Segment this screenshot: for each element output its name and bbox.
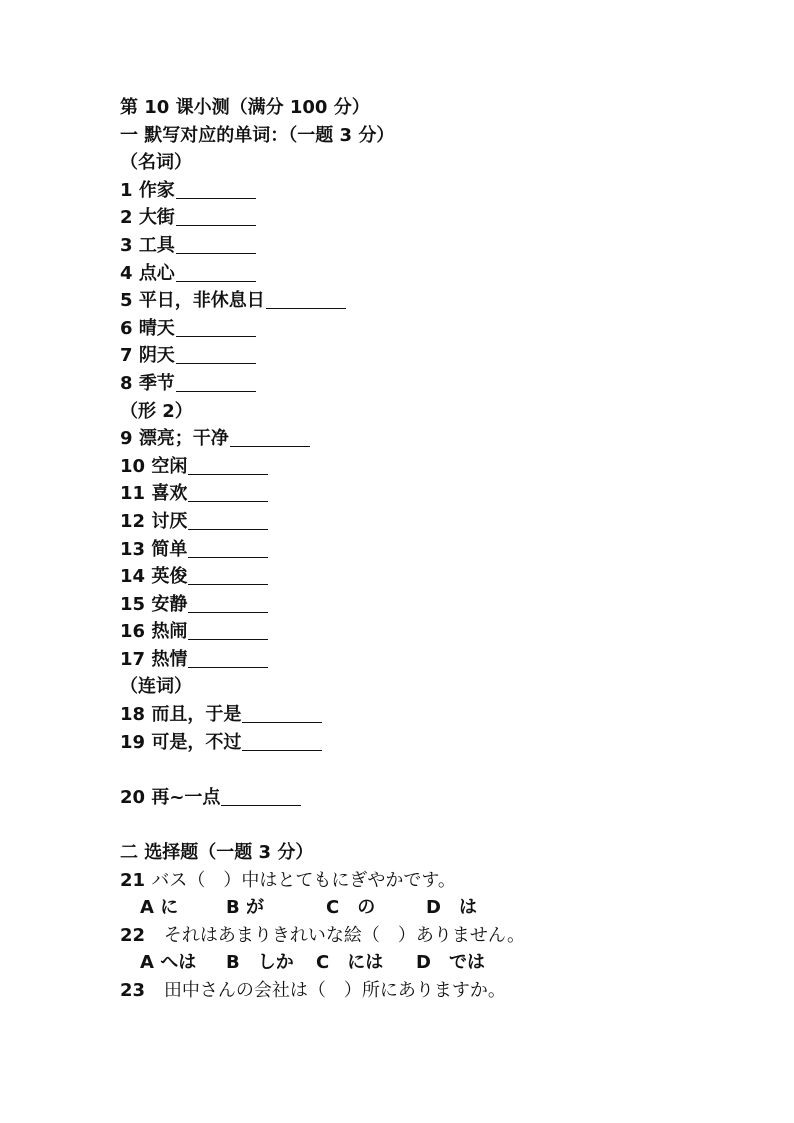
question-number: 21 xyxy=(120,869,146,891)
answer-blank[interactable] xyxy=(188,647,268,668)
question-item xyxy=(120,453,740,481)
question-item xyxy=(120,342,740,370)
answer-blank[interactable] xyxy=(242,702,322,723)
question-number: 12 xyxy=(120,510,146,532)
question-text: 英俊 xyxy=(151,566,188,588)
answer-blank[interactable] xyxy=(188,537,268,558)
option-a[interactable]: A へは xyxy=(140,952,197,974)
answer-blank[interactable] xyxy=(188,509,268,530)
question-number: 11 xyxy=(120,483,146,505)
choice-question xyxy=(120,977,740,1005)
option-d[interactable]: D では xyxy=(416,952,485,974)
question-item xyxy=(120,260,740,288)
question-number: 2 xyxy=(120,207,133,229)
question-item xyxy=(120,729,740,757)
question-text: 再~一点 xyxy=(151,786,221,808)
question-text: 空闲 xyxy=(151,455,188,477)
question-text: 热情 xyxy=(151,648,188,670)
question-number: 7 xyxy=(120,345,133,367)
answer-blank[interactable] xyxy=(188,454,268,475)
question-item xyxy=(120,563,740,591)
question-number: 1 xyxy=(120,179,133,201)
spacer xyxy=(120,756,740,784)
question-text: 安静 xyxy=(151,593,188,615)
option-a[interactable]: A に xyxy=(140,897,179,919)
option-b[interactable]: B しか xyxy=(226,952,294,974)
question-text: 田中さんの会社は（ ）所にありますか。 xyxy=(163,980,506,1001)
question-number: 13 xyxy=(120,538,146,560)
question-item xyxy=(120,480,740,508)
answer-blank[interactable] xyxy=(188,481,268,502)
answer-blank[interactable] xyxy=(176,343,256,364)
question-item xyxy=(120,287,740,315)
group-label-adjectives: （形 2） xyxy=(120,400,193,422)
question-number: 17 xyxy=(120,648,146,670)
question-number: 6 xyxy=(120,317,133,339)
question-text: 作家 xyxy=(138,179,175,201)
question-text: 可是，不过 xyxy=(151,731,242,753)
question-text: 简单 xyxy=(151,538,188,560)
question-text: 点心 xyxy=(138,262,175,284)
question-item xyxy=(120,177,740,205)
question-number: 5 xyxy=(120,290,133,312)
question-item xyxy=(120,646,740,674)
question-text: 热闹 xyxy=(151,621,188,643)
question-text: 大街 xyxy=(138,207,175,229)
question-number: 15 xyxy=(120,593,146,615)
choice-question xyxy=(120,867,740,895)
question-item xyxy=(120,591,740,619)
question-number: 3 xyxy=(120,234,133,256)
answer-blank[interactable] xyxy=(176,178,256,199)
section2-heading: 二 选择题（一题 3 分） xyxy=(120,842,314,864)
page-title: 第 10 课小测（满分 100 分） xyxy=(120,97,370,118)
answer-blank[interactable] xyxy=(221,785,301,806)
question-item xyxy=(120,315,740,343)
section1-heading: 一 默写对应的单词：（一题 3 分） xyxy=(120,124,395,146)
question-number: 8 xyxy=(120,372,133,394)
question-number: 14 xyxy=(120,566,146,588)
answer-blank[interactable] xyxy=(176,233,256,254)
question-number: 23 xyxy=(120,980,146,1001)
option-d[interactable]: D は xyxy=(426,897,477,919)
question-number: 10 xyxy=(120,455,146,477)
question-item xyxy=(120,536,740,564)
answer-blank[interactable] xyxy=(176,261,256,282)
question-item xyxy=(120,370,740,398)
question-item xyxy=(120,701,740,729)
question-number: 19 xyxy=(120,731,146,753)
answer-blank[interactable] xyxy=(188,592,268,613)
question-text: 喜欢 xyxy=(151,483,188,505)
options-row xyxy=(120,949,740,977)
question-text: 讨厌 xyxy=(151,510,188,532)
option-c[interactable]: C の xyxy=(326,897,376,919)
choice-question xyxy=(120,922,740,950)
answer-blank[interactable] xyxy=(176,205,256,226)
answer-blank[interactable] xyxy=(188,564,268,585)
question-item xyxy=(120,784,740,812)
group-label-nouns: （名词） xyxy=(120,152,192,174)
option-c[interactable]: C には xyxy=(316,952,384,974)
question-item xyxy=(120,618,740,646)
question-number: 4 xyxy=(120,262,133,284)
answer-blank[interactable] xyxy=(230,426,310,447)
question-text: 晴天 xyxy=(138,317,175,339)
group-label-conjunctions: （连词） xyxy=(120,676,192,698)
question-item xyxy=(120,425,740,453)
question-number: 18 xyxy=(120,704,146,726)
question-text: バス（ ）中はとてもにぎやかです。 xyxy=(151,869,456,891)
question-item xyxy=(120,508,740,536)
spacer xyxy=(120,811,740,839)
question-text: それはあまりきれいな絵（ ）ありません。 xyxy=(163,924,525,946)
question-text: 工具 xyxy=(138,234,175,256)
question-text: 平日，非休息日 xyxy=(138,290,265,312)
question-text: 而且，于是 xyxy=(151,704,242,726)
question-text: 季节 xyxy=(138,372,175,394)
question-number: 9 xyxy=(120,428,133,450)
question-item xyxy=(120,232,740,260)
answer-blank[interactable] xyxy=(188,619,268,640)
answer-blank[interactable] xyxy=(266,288,346,309)
question-number: 22 xyxy=(120,924,146,946)
quiz-page xyxy=(120,94,740,1005)
options-row xyxy=(120,894,740,922)
answer-blank[interactable] xyxy=(176,371,256,392)
question-item xyxy=(120,204,740,232)
question-number: 20 xyxy=(120,786,146,808)
answer-blank[interactable] xyxy=(242,730,322,751)
option-b[interactable]: B が xyxy=(226,897,264,919)
question-text: 阴天 xyxy=(138,345,175,367)
question-number: 16 xyxy=(120,621,146,643)
answer-blank[interactable] xyxy=(176,316,256,337)
question-text: 漂亮；干净 xyxy=(138,428,229,450)
